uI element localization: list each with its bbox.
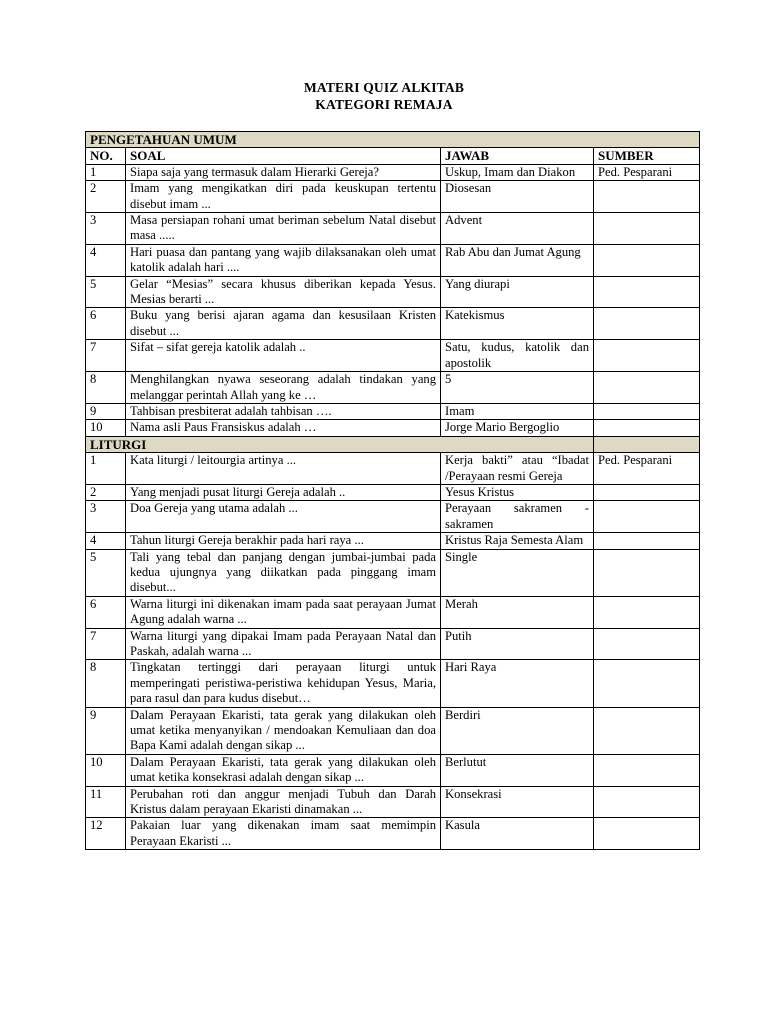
- source-cell: Ped. Pesparani: [594, 164, 700, 180]
- question-cell: Buku yang berisi ajaran agama dan kesusilaan Kristen disebut ...: [126, 308, 441, 340]
- table-row: [86, 786, 700, 818]
- table-row: [86, 372, 700, 404]
- source-cell-empty: [594, 372, 700, 404]
- source-cell-empty: [594, 276, 700, 308]
- table-row: [86, 164, 700, 180]
- answer-cell: Yang diurapi: [441, 276, 594, 308]
- table-row: [86, 181, 700, 213]
- answer-cell: Perayaan sakramen - sakramen: [441, 501, 594, 533]
- source-cell-empty: [594, 403, 700, 419]
- answer-cell: Imam: [441, 403, 594, 419]
- answer-cell: Berdiri: [441, 707, 594, 754]
- table-row: [86, 533, 700, 549]
- answer-cell: Merah: [441, 596, 594, 628]
- column-header-sumber: SUMBER: [594, 148, 700, 164]
- document-subtitle: KATEGORI REMAJA: [315, 97, 453, 112]
- table-row: [86, 818, 700, 850]
- question-cell: Kata liturgi / leitourgia artinya ...: [126, 453, 441, 485]
- row-number: 10: [86, 754, 126, 786]
- answer-cell: Diosesan: [441, 181, 594, 213]
- answer-cell: 5: [441, 372, 594, 404]
- source-cell-empty: [594, 244, 700, 276]
- row-number: 4: [86, 244, 126, 276]
- row-number: 8: [86, 660, 126, 707]
- table-row: [86, 420, 700, 436]
- question-cell: Imam yang mengikatkan diri pada keuskupan tertentu disebut imam ...: [126, 181, 441, 213]
- table-row: [86, 453, 700, 485]
- table-row: [86, 707, 700, 754]
- column-header-no: NO.: [86, 148, 126, 164]
- question-cell: Warna liturgi yang dipakai Imam pada Perayaan Natal dan Paskah, adalah warna ...: [126, 628, 441, 660]
- table-row: [86, 754, 700, 786]
- quiz-table-body: [86, 132, 700, 850]
- row-number: 5: [86, 276, 126, 308]
- source-cell-empty: [594, 420, 700, 436]
- row-number: 4: [86, 533, 126, 549]
- source-cell-empty: [594, 628, 700, 660]
- document-title: MATERI QUIZ ALKITAB: [303, 80, 465, 95]
- answer-cell: Rab Abu dan Jumat Agung: [441, 244, 594, 276]
- question-cell: Siapa saja yang termasuk dalam Hierarki Gereja?: [126, 164, 441, 180]
- answer-cell: Hari Raya: [441, 660, 594, 707]
- table-row: [86, 403, 700, 419]
- question-cell: Dalam Perayaan Ekaristi, tata gerak yang dilakukan oleh umat ketika menyanyikan / mendoakan Kemuliaan dan doa Bapa Kami adalah dengan sikap ...: [126, 707, 441, 754]
- question-cell: Tahun liturgi Gereja berakhir pada hari raya ...: [126, 533, 441, 549]
- answer-cell: Kristus Raja Semesta Alam: [441, 533, 594, 549]
- row-number: 11: [86, 786, 126, 818]
- table-row: [86, 628, 700, 660]
- source-cell-empty: [594, 549, 700, 596]
- section-title: LITURGI: [86, 436, 594, 452]
- row-number: 9: [86, 707, 126, 754]
- section-header-filler: [594, 436, 700, 452]
- table-row: [86, 308, 700, 340]
- row-number: 6: [86, 596, 126, 628]
- row-number: 7: [86, 628, 126, 660]
- question-cell: Tahbisan presbiterat adalah tahbisan ….: [126, 403, 441, 419]
- source-cell-empty: [594, 340, 700, 372]
- section-title: PENGETAHUAN UMUM: [86, 132, 700, 148]
- source-cell-empty: [594, 484, 700, 500]
- column-header-row: [86, 148, 700, 164]
- question-cell: Tingkatan tertinggi dari perayaan liturgi untuk memperingati peristiwa-peristiwa kehidupan Yesus, Maria, para rasul dan para kudus disebut…: [126, 660, 441, 707]
- source-cell-empty: [594, 533, 700, 549]
- question-cell: Warna liturgi ini dikenakan imam pada saat perayaan Jumat Agung adalah warna ...: [126, 596, 441, 628]
- row-number: 2: [86, 181, 126, 213]
- question-cell: Sifat – sifat gereja katolik adalah ..: [126, 340, 441, 372]
- row-number: 12: [86, 818, 126, 850]
- table-row: [86, 244, 700, 276]
- question-cell: Doa Gereja yang utama adalah ...: [126, 501, 441, 533]
- row-number: 3: [86, 501, 126, 533]
- row-number: 2: [86, 484, 126, 500]
- source-cell-empty: [594, 786, 700, 818]
- question-cell: Tali yang tebal dan panjang dengan jumbai-jumbai pada kedua ujungnya yang diikatkan pada pinggang imam disebut...: [126, 549, 441, 596]
- source-cell-empty: [594, 754, 700, 786]
- row-number: 7: [86, 340, 126, 372]
- question-cell: Dalam Perayaan Ekaristi, tata gerak yang dilakukan oleh umat ketika konsekrasi adalah dengan sikap ...: [126, 754, 441, 786]
- source-cell-empty: [594, 213, 700, 245]
- source-cell-empty: [594, 596, 700, 628]
- source-cell-empty: [594, 181, 700, 213]
- answer-cell: Advent: [441, 213, 594, 245]
- question-cell: Gelar “Mesias” secara khusus diberikan kepada Yesus. Mesias berarti ...: [126, 276, 441, 308]
- table-row: [86, 660, 700, 707]
- answer-cell: Katekismus: [441, 308, 594, 340]
- section-header-pengetahuan-umum: [86, 132, 700, 148]
- question-cell: Pakaian luar yang dikenakan imam saat memimpin Perayaan Ekaristi ...: [126, 818, 441, 850]
- answer-cell: Berlutut: [441, 754, 594, 786]
- source-cell: Ped. Pesparani: [594, 453, 700, 485]
- row-number: 1: [86, 164, 126, 180]
- source-cell-empty: [594, 501, 700, 533]
- answer-cell: Kerja bakti” atau “Ibadat /Perayaan resmi Gereja: [441, 453, 594, 485]
- table-row: [86, 549, 700, 596]
- row-number: 5: [86, 549, 126, 596]
- source-cell-empty: [594, 707, 700, 754]
- answer-cell: Yesus Kristus: [441, 484, 594, 500]
- row-number: 3: [86, 213, 126, 245]
- question-cell: Menghilangkan nyawa seseorang adalah tindakan yang melanggar perintah Allah yang ke …: [126, 372, 441, 404]
- row-number: 6: [86, 308, 126, 340]
- answer-cell: Satu, kudus, katolik dan apostolik: [441, 340, 594, 372]
- answer-cell: Single: [441, 549, 594, 596]
- answer-cell: Uskup, Imam dan Diakon: [441, 164, 594, 180]
- column-header-soal: SOAL: [126, 148, 441, 164]
- row-number: 10: [86, 420, 126, 436]
- table-row: [86, 276, 700, 308]
- question-cell: Perubahan roti dan anggur menjadi Tubuh dan Darah Kristus dalam perayaan Ekaristi dinamakan ...: [126, 786, 441, 818]
- question-cell: Nama asli Paus Fransiskus adalah …: [126, 420, 441, 436]
- row-number: 1: [86, 453, 126, 485]
- answer-cell: Jorge Mario Bergoglio: [441, 420, 594, 436]
- row-number: 9: [86, 403, 126, 419]
- quiz-table: [85, 131, 700, 850]
- answer-cell: Kasula: [441, 818, 594, 850]
- table-row: [86, 340, 700, 372]
- row-number: 8: [86, 372, 126, 404]
- source-cell-empty: [594, 818, 700, 850]
- table-row: [86, 484, 700, 500]
- question-cell: Yang menjadi pusat liturgi Gereja adalah ..: [126, 484, 441, 500]
- question-cell: Hari puasa dan pantang yang wajib dilaksanakan oleh umat katolik adalah hari ....: [126, 244, 441, 276]
- answer-cell: Putih: [441, 628, 594, 660]
- table-row: [86, 213, 700, 245]
- section-header-section2: [86, 436, 700, 452]
- table-row: [86, 596, 700, 628]
- table-row: [86, 501, 700, 533]
- source-cell-empty: [594, 308, 700, 340]
- column-header-jawab: JAWAB: [441, 148, 594, 164]
- answer-cell: Konsekrasi: [441, 786, 594, 818]
- source-cell-empty: [594, 660, 700, 707]
- question-cell: Masa persiapan rohani umat beriman sebelum Natal disebut masa .....: [126, 213, 441, 245]
